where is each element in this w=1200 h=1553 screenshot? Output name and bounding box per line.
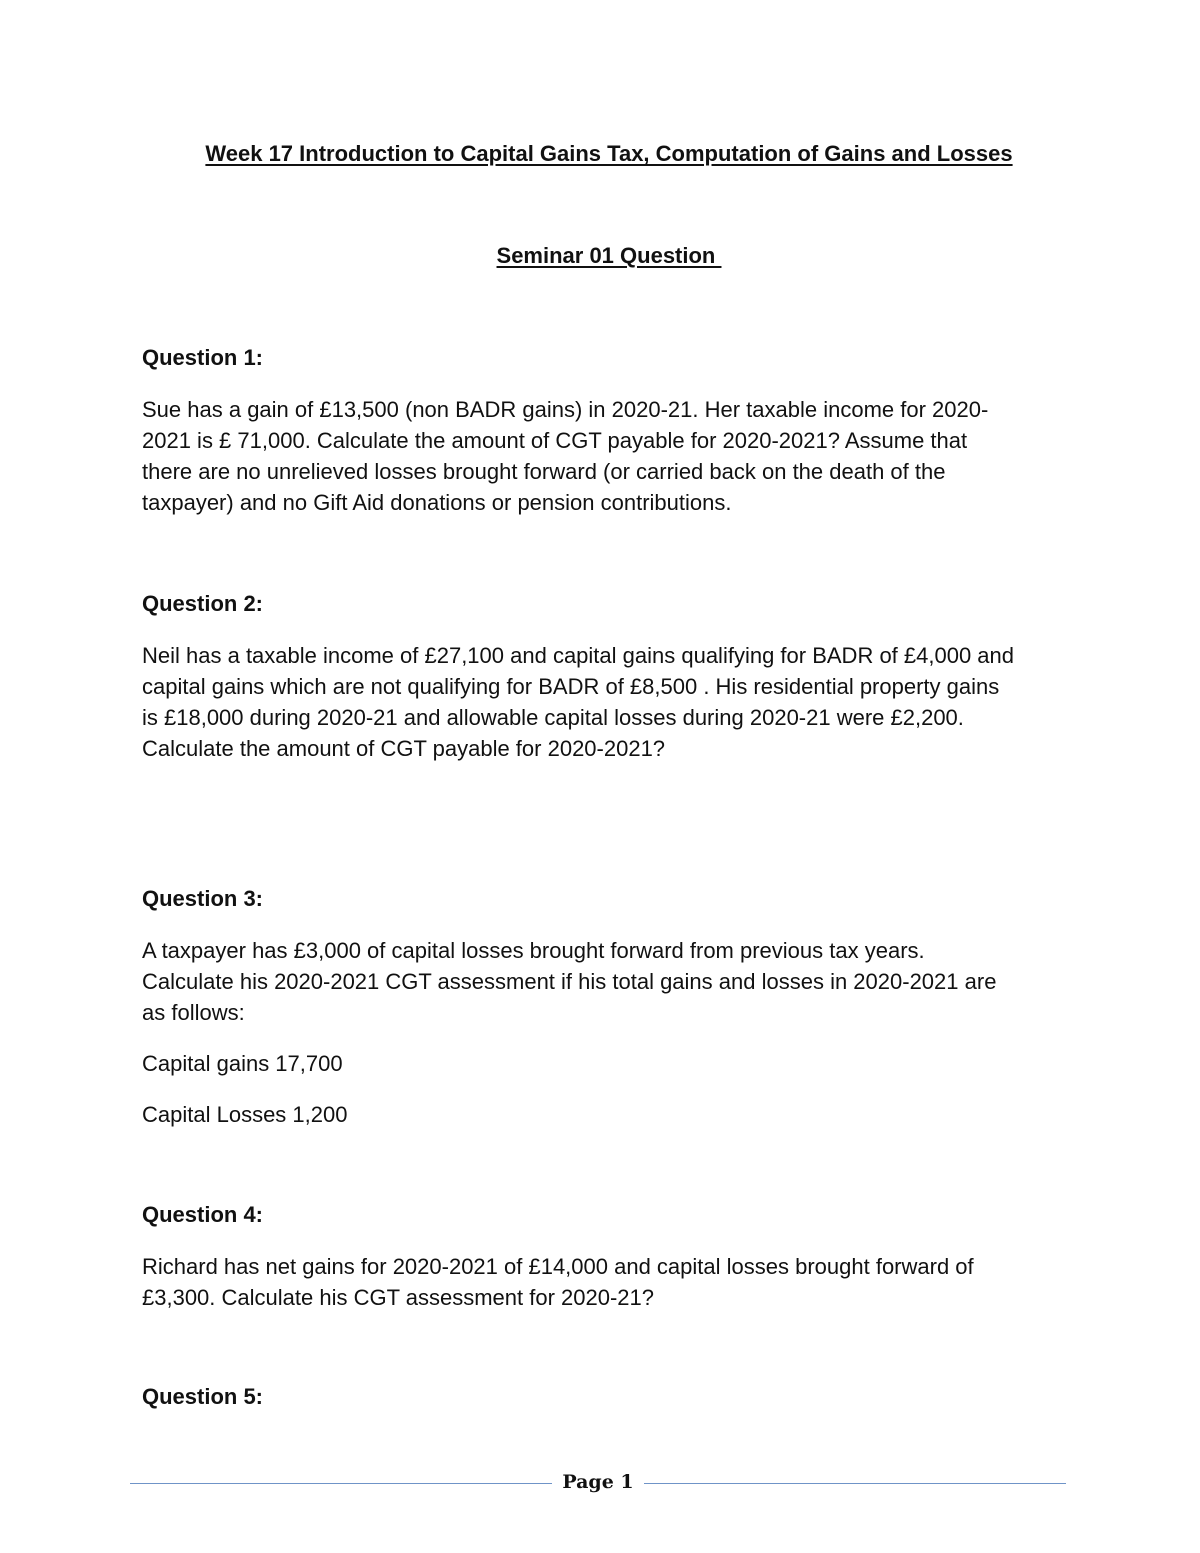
document-subtitle: Seminar 01 Question bbox=[496, 243, 722, 268]
question-1-text-line: 2021 is £ 71,000. Calculate the amount of CGT payable for 2020-2021? Assume that bbox=[142, 428, 968, 453]
question-3-text-line: as follows: bbox=[142, 1000, 245, 1025]
footer-divider-left bbox=[130, 1483, 552, 1484]
question-3-heading: Question 3: bbox=[142, 886, 264, 911]
question-2-text-line: Neil has a taxable income of £27,100 and capital gains qualifying for BADR of £4,000 and bbox=[142, 643, 1015, 668]
question-4-text-line: Richard has net gains for 2020-2021 of £14,000 and capital losses brought forward of bbox=[142, 1254, 974, 1279]
question-4-text-line: £3,300. Calculate his CGT assessment for 2020-21? bbox=[142, 1285, 654, 1310]
question-1-text-line: there are no unrelieved losses brought forward (or carried back on the death of the bbox=[142, 459, 946, 484]
question-3-capital-gains: Capital gains 17,700 bbox=[142, 1051, 343, 1076]
question-2-text-line: Calculate the amount of CGT payable for 2020-2021? bbox=[142, 736, 666, 761]
page-number: Page 1 bbox=[562, 1471, 634, 1493]
document-title: Week 17 Introduction to Capital Gains Tax, Computation of Gains and Losses bbox=[205, 141, 1013, 166]
question-3-text-line: A taxpayer has £3,000 of capital losses brought forward from previous tax years. bbox=[142, 938, 925, 963]
question-1-text-line: Sue has a gain of £13,500 (non BADR gains) in 2020-21. Her taxable income for 2020- bbox=[142, 397, 989, 422]
question-5-heading: Question 5: bbox=[142, 1384, 264, 1409]
question-4-heading: Question 4: bbox=[142, 1202, 264, 1227]
question-1-text-line: taxpayer) and no Gift Aid donations or pension contributions. bbox=[142, 490, 732, 515]
question-2-heading: Question 2: bbox=[142, 591, 264, 616]
question-3-text-line: Calculate his 2020-2021 CGT assessment if his total gains and losses in 2020-2021 are bbox=[142, 969, 997, 994]
question-2-text-line: capital gains which are not qualifying for BADR of £8,500 . His residential property gains bbox=[142, 674, 1000, 699]
question-1-heading: Question 1: bbox=[142, 345, 264, 370]
question-2-text-line: is £18,000 during 2020-21 and allowable capital losses during 2020-21 were £2,200. bbox=[142, 705, 964, 730]
footer-divider-right bbox=[644, 1483, 1066, 1484]
question-3-capital-losses: Capital Losses 1,200 bbox=[142, 1102, 348, 1127]
